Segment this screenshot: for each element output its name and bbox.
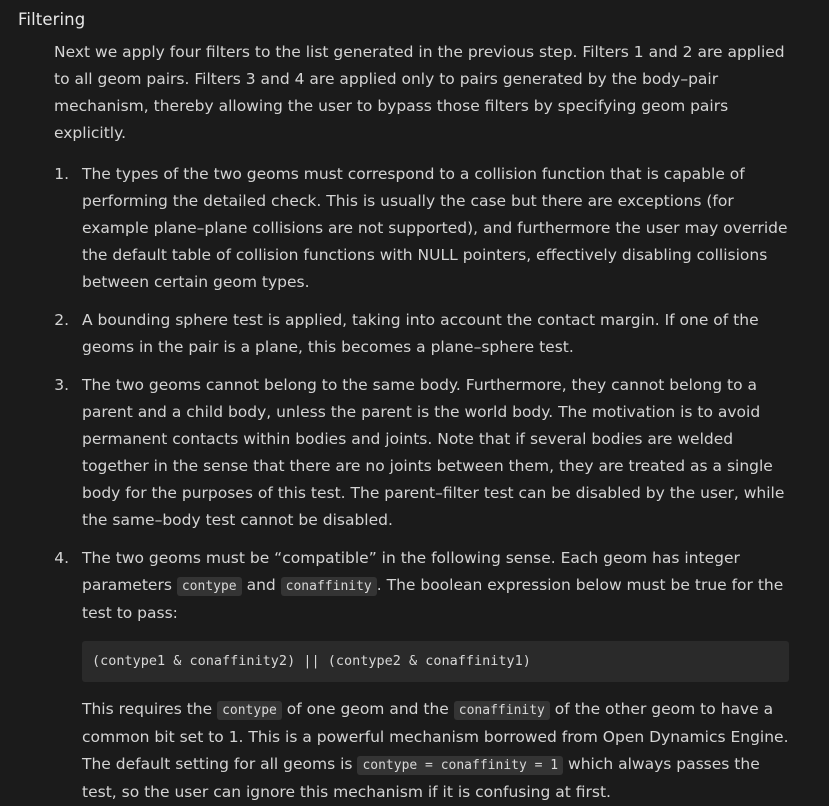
filter-2-text: A bounding sphere test is applied, taking into account the contact margin. If one of the geoms in the pair is a plane, this becomes a plane–sphere test. — [82, 311, 759, 356]
code-contype: contype — [177, 577, 242, 596]
code-conaffinity: conaffinity — [281, 577, 377, 596]
list-item — [74, 307, 809, 361]
code-default-setting: contype = conaffinity = 1 — [357, 756, 563, 775]
filter-4-lead-part3: . The boolean expression below must be true for the test to pass: — [82, 576, 784, 622]
list-item — [74, 372, 809, 534]
filter-4-lead-part2: and — [241, 576, 281, 594]
filter-3-text: The two geoms cannot belong to the same body. Furthermore, they cannot belong to a parent and a child body, unless the parent is the world body. The motivation is to avoid permanent contacts within bodies and joints. Note that if several bodies are welded together in the sense that there are no joints between them, they are treated as a single body for the purposes of this test. The parent–filter test can be disabled by the user, while the same–body test cannot be disabled. — [82, 376, 785, 529]
list-item — [74, 545, 809, 806]
code-contype-2: contype — [217, 701, 282, 720]
filter-4-explanation — [82, 696, 789, 806]
filter-4-after-part4: which always passes the test, so the user can ignore this mechanism if it is confusing at first. — [82, 755, 760, 801]
filter-4-lead-part1: The two geoms must be “compatible” in the following sense. Each geom has integer parameters — [82, 549, 740, 594]
code-conaffinity-2: conaffinity — [454, 701, 550, 720]
filter-4-after-part1: This requires the — [82, 700, 218, 718]
intro-paragraph: Next we apply four filters to the list generated in the previous step. Filters 1 and 2 are applied to all geom pairs. Filters 3 and 4 are applied only to pairs generated by the body–pair mechanism, thereby allowing the user to bypass those filters by specifying geom pairs explicitly. — [54, 43, 785, 142]
filter-1-text: The types of the two geoms must correspond to a collision function that is capable of performing the detailed check. This is usually the case but there are exceptions (for example plane–plane collisions are not supported), and furthermore the user may override the default table of collision functions with NULL pointers, effectively disabling collisions between certain geom types. — [82, 165, 788, 291]
filter-4-after-part2: of one geom and the — [281, 700, 454, 718]
page-title: Filtering — [18, 10, 86, 29]
code-block-boolean-expression: (contype1 & conaffinity2) || (contype2 & conaffinity1) — [82, 641, 789, 682]
filters-list — [18, 161, 809, 806]
filter-4-after-part3: of the other geom to have a common bit set to 1. This is a powerful mechanism borrowed from Open Dynamics Engine. The default setting for all geoms is — [82, 700, 789, 773]
list-item — [74, 161, 809, 296]
